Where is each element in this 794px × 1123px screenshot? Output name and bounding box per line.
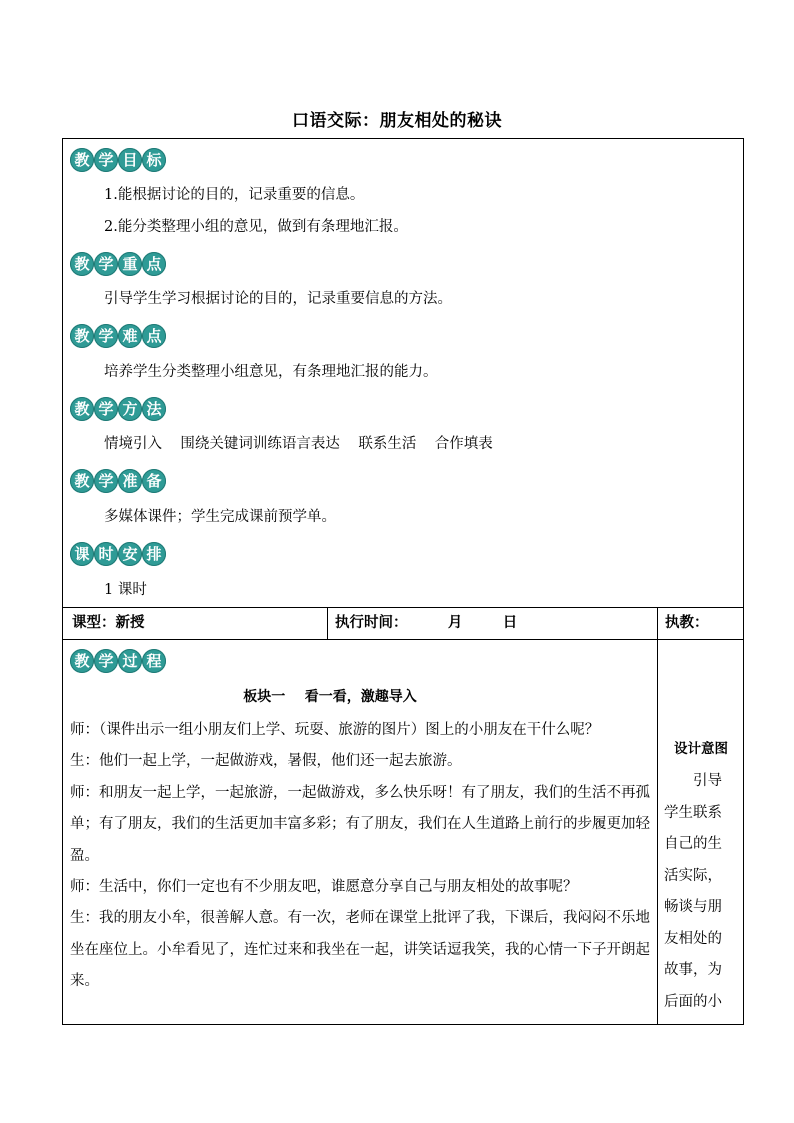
preparation-line: 多媒体课件；学生完成课前预学单。 — [104, 509, 336, 525]
cell-divider — [657, 608, 658, 639]
section-heading-difficulties — [70, 324, 166, 348]
heading-char: 学 — [94, 469, 118, 493]
section-heading-process — [70, 649, 166, 673]
lesson-type: 课型：新授 — [72, 615, 145, 631]
lesson-info-row — [62, 607, 744, 640]
section-heading-goals — [70, 148, 166, 172]
heading-char: 目 — [118, 148, 142, 172]
heading-char: 时 — [94, 542, 118, 566]
heading-char: 过 — [118, 649, 142, 673]
dialogue-paragraph: 师：生活中，你们一定也有不少朋友吧，谁愿意分享自己与朋友相处的故事呢？ — [70, 879, 578, 896]
methods-line: 情境引入 围绕关键词训练语言表达 联系生活 合作填表 — [104, 436, 493, 452]
heading-char: 学 — [94, 252, 118, 276]
heading-char: 程 — [142, 649, 166, 673]
design-intent-heading: 设计意图 — [674, 741, 728, 757]
heading-char: 排 — [142, 542, 166, 566]
dialogue-paragraph: 师：和朋友一起上学，一起旅游，一起做游戏，多么快乐呀！有了朋友，我们的生活不再孤单；有了朋友，我们的生活更加丰富多彩；有了朋友，我们在人生道路上前行的步履更加轻盈。 — [70, 784, 650, 864]
heading-char: 教 — [70, 252, 94, 276]
heading-char: 教 — [70, 397, 94, 421]
heading-char: 标 — [142, 148, 166, 172]
teacher-label: 执教： — [665, 615, 709, 631]
heading-char: 点 — [142, 324, 166, 348]
page-title: 口语交际：朋友相处的秘诀 — [292, 111, 502, 131]
heading-char: 点 — [142, 252, 166, 276]
section-heading-preparation — [70, 469, 166, 493]
goal-line-1: 1.能根据讨论的目的，记录重要的信息。 — [104, 187, 365, 203]
dialogue-paragraph: 师：（课件出示一组小朋友们上学、玩耍、旅游的图片）图上的小朋友在干什么呢？ — [70, 722, 600, 738]
schedule-line: 1 课时 — [104, 582, 147, 598]
heading-char: 方 — [118, 397, 142, 421]
block-title: 板块一 看一看，激趣导入 — [243, 689, 417, 705]
heading-char: 学 — [94, 324, 118, 348]
cell-divider — [327, 608, 328, 639]
heading-char: 课 — [70, 542, 94, 566]
heading-char: 重 — [118, 252, 142, 276]
process-dialogue — [70, 715, 652, 998]
heading-char: 教 — [70, 148, 94, 172]
heading-char: 难 — [118, 324, 142, 348]
dialogue-paragraph: 生：他们一起上学，一起做游戏，暑假，他们还一起去旅游。 — [70, 753, 462, 770]
heading-char: 教 — [70, 469, 94, 493]
design-intent-text: 引导学生联系自己的生活实际，畅谈与朋友相处的故事，为后面的小 — [664, 773, 722, 1010]
difficulty-line: 培养学生分类整理小组意见，有条理地汇报的能力。 — [104, 364, 438, 380]
heading-char: 教 — [70, 649, 94, 673]
dialogue-paragraph: 生：我的朋友小牟，很善解人意。有一次，老师在课堂上批评了我，下课后，我闷闷不乐地坐在座位上。小牟看见了，连忙过来和我坐在一起，讲笑话逗我笑，我的心情一下子开朗起来。 — [70, 910, 650, 990]
heading-char: 学 — [94, 148, 118, 172]
heading-char: 学 — [94, 649, 118, 673]
heading-char: 准 — [118, 469, 142, 493]
heading-char: 法 — [142, 397, 166, 421]
section-heading-methods — [70, 397, 166, 421]
section-heading-schedule — [70, 542, 166, 566]
goal-line-2: 2.能分类整理小组的意见，做到有条理地汇报。 — [104, 219, 408, 235]
heading-char: 教 — [70, 324, 94, 348]
execution-time: 执行时间： 月 日 — [335, 615, 518, 631]
key-point-line: 引导学生学习根据讨论的目的，记录重要信息的方法。 — [104, 291, 452, 307]
heading-char: 安 — [118, 542, 142, 566]
section-heading-key-points — [70, 252, 166, 276]
heading-char: 备 — [142, 469, 166, 493]
heading-char: 学 — [94, 397, 118, 421]
